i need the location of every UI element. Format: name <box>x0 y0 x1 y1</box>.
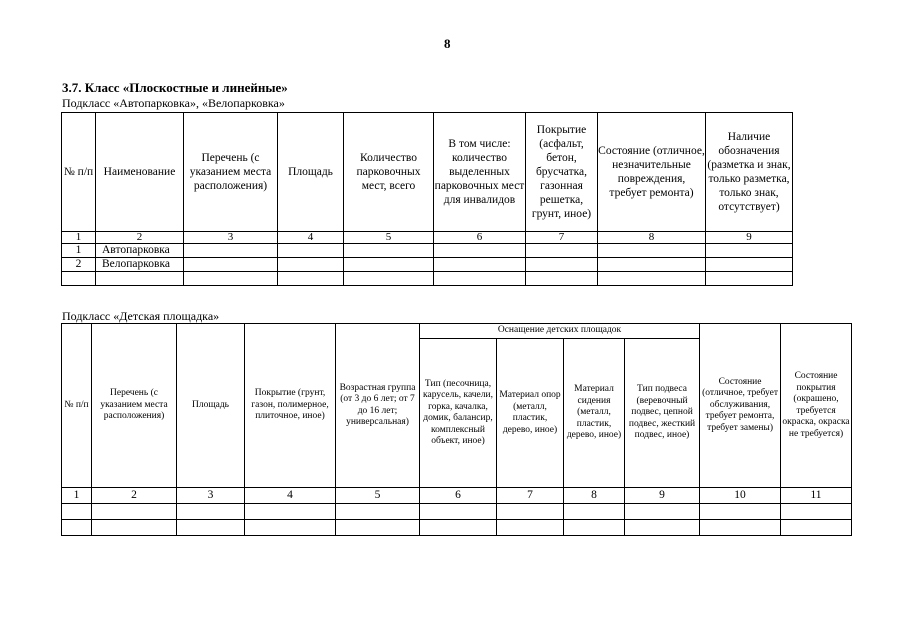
header-cell: Материал сидения (металл, пластик, дерево, иное) <box>564 339 625 488</box>
table-cell <box>625 520 700 536</box>
table-cell <box>344 258 434 272</box>
table-row <box>62 504 852 520</box>
column-number: 6 <box>434 232 526 244</box>
column-number: 4 <box>245 488 336 504</box>
table-cell <box>526 272 598 286</box>
table-cell: 1 <box>62 244 96 258</box>
table-cell <box>177 504 245 520</box>
parking-column-numbers <box>62 232 793 244</box>
table-cell <box>497 520 564 536</box>
table-cell <box>781 520 852 536</box>
table-cell <box>526 258 598 272</box>
table-cell <box>420 504 497 520</box>
header-cell: № п/п <box>62 324 92 488</box>
table-cell <box>177 520 245 536</box>
header-cell: Наименование <box>96 113 184 232</box>
table-cell <box>706 258 793 272</box>
subclass-playground-title: Подкласс «Детская площадка» <box>62 309 220 323</box>
page-number: 8 <box>444 36 451 51</box>
subclass-parking-title: Подкласс «Автопарковка», «Велопарковка» <box>62 96 285 110</box>
column-number: 10 <box>700 488 781 504</box>
column-number: 3 <box>177 488 245 504</box>
header-cell: Наличие обозначения (разметка и знак, только разметка, только знак, отсутствует) <box>706 113 793 232</box>
table-cell: Автопарковка <box>96 244 184 258</box>
table-row <box>62 520 852 536</box>
table-cell <box>278 258 344 272</box>
header-cell: Перечень (с указанием места расположения) <box>92 324 177 488</box>
header-cell: Состояние (отличное, незначительные повреждения, требует ремонта) <box>598 113 706 232</box>
column-number: 1 <box>62 232 96 244</box>
table-cell <box>700 520 781 536</box>
table-cell <box>598 244 706 258</box>
table-cell <box>781 504 852 520</box>
table-cell <box>92 520 177 536</box>
table-cell <box>564 504 625 520</box>
header-cell: Состояние покрытия (окрашено, требуется окраска, окраска не требуется) <box>781 324 852 488</box>
table-cell: Велопарковка <box>96 258 184 272</box>
header-cell: Тип (песочница, карусель, качели, горка, качалка, домик, балансир, комплексный объект, иное) <box>420 339 497 488</box>
section-title: 3.7. Класс «Плоскостные и линейные» <box>62 80 288 95</box>
table-cell <box>278 244 344 258</box>
header-cell: Возрастная группа (от 3 до 6 лет; от 7 до 16 лет; универсальная) <box>336 324 420 488</box>
table-cell <box>184 258 278 272</box>
column-number: 11 <box>781 488 852 504</box>
table-cell <box>598 258 706 272</box>
table-cell <box>526 244 598 258</box>
table-cell <box>344 272 434 286</box>
playground-group-header-row <box>62 324 852 339</box>
column-number: 8 <box>564 488 625 504</box>
table-cell <box>706 272 793 286</box>
table-cell <box>62 504 92 520</box>
table-cell <box>336 520 420 536</box>
table-cell <box>184 272 278 286</box>
table-cell <box>62 520 92 536</box>
table-cell <box>706 244 793 258</box>
column-number: 3 <box>184 232 278 244</box>
column-number: 8 <box>598 232 706 244</box>
header-cell: Площадь <box>278 113 344 232</box>
column-number: 5 <box>344 232 434 244</box>
table-row <box>62 258 793 272</box>
column-number: 7 <box>526 232 598 244</box>
column-number: 4 <box>278 232 344 244</box>
table-cell <box>344 244 434 258</box>
table-cell <box>434 272 526 286</box>
table-cell <box>336 504 420 520</box>
column-number: 9 <box>625 488 700 504</box>
table-cell <box>92 504 177 520</box>
parking-header-row <box>62 113 793 232</box>
table-cell <box>434 244 526 258</box>
column-number: 1 <box>62 488 92 504</box>
table-cell <box>700 504 781 520</box>
table-cell <box>278 272 344 286</box>
header-cell: Покрытие (асфальт, бетон, брусчатка, газонная решетка, грунт, иное) <box>526 113 598 232</box>
column-number: 2 <box>92 488 177 504</box>
table-cell <box>62 272 96 286</box>
table-row <box>62 244 793 258</box>
table-cell <box>625 504 700 520</box>
table-cell <box>420 520 497 536</box>
parking-table <box>61 112 793 286</box>
header-cell: В том числе: количество выделенных парковочных мест для инвалидов <box>434 113 526 232</box>
table-row <box>62 272 793 286</box>
table-cell <box>245 504 336 520</box>
table-cell <box>96 272 184 286</box>
playground-table <box>61 323 852 536</box>
table-cell <box>245 520 336 536</box>
table-cell <box>598 272 706 286</box>
table-cell <box>497 504 564 520</box>
group-header-equipment: Оснащение детских площадок <box>420 324 700 339</box>
column-number: 2 <box>96 232 184 244</box>
header-cell: № п/п <box>62 113 96 232</box>
table-cell <box>184 244 278 258</box>
header-cell: Перечень (с указанием места расположения) <box>184 113 278 232</box>
table-cell <box>434 258 526 272</box>
column-number: 5 <box>336 488 420 504</box>
column-number: 7 <box>497 488 564 504</box>
header-cell: Материал опор (металл, пластик, дерево, иное) <box>497 339 564 488</box>
table-cell <box>564 520 625 536</box>
column-number: 6 <box>420 488 497 504</box>
header-cell: Покрытие (грунт, газон, полимерное, плиточное, иное) <box>245 324 336 488</box>
header-cell: Количество парковочных мест, всего <box>344 113 434 232</box>
table-cell: 2 <box>62 258 96 272</box>
header-cell: Тип подвеса (веревочный подвес, цепной подвес, жесткий подвес, иное) <box>625 339 700 488</box>
column-number: 9 <box>706 232 793 244</box>
header-cell: Состояние (отличное, требует обслуживания, требует ремонта, требует замены) <box>700 324 781 488</box>
playground-column-numbers <box>62 488 852 504</box>
header-cell: Площадь <box>177 324 245 488</box>
